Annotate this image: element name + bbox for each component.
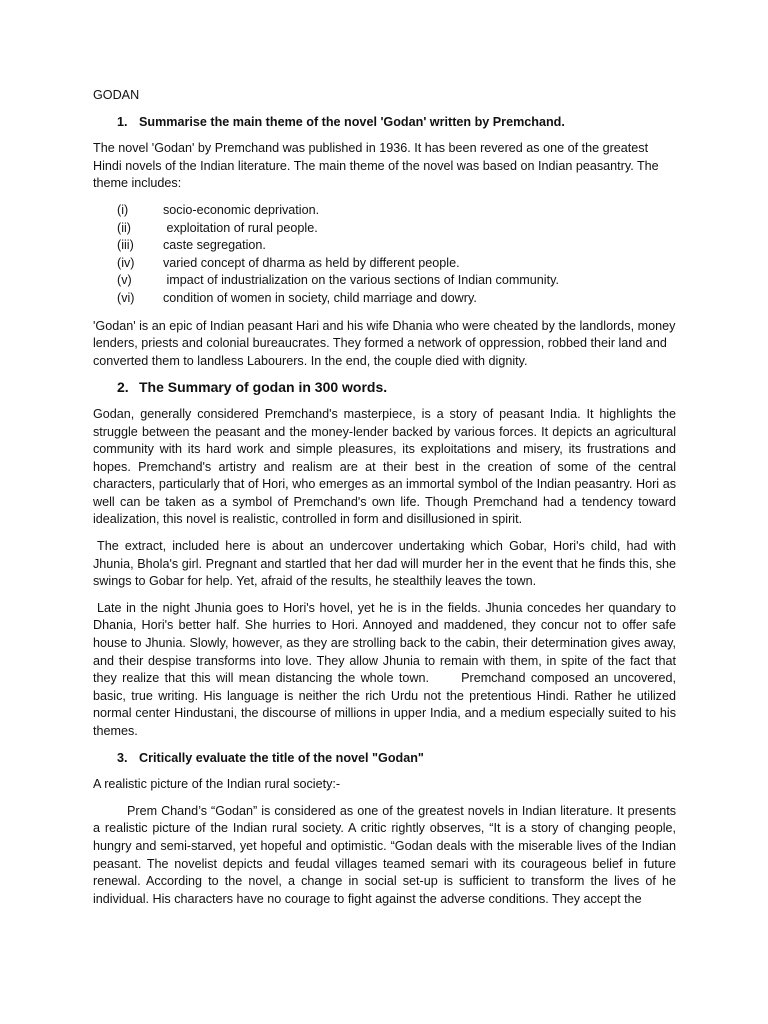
- list-item-text: impact of industrialization on the various sections of Indian community.: [163, 273, 559, 288]
- theme-list: [93, 202, 676, 308]
- list-item-text: varied concept of dharma as held by different people.: [163, 255, 460, 270]
- question-1-text: Summarise the main theme of the novel 'Godan' written by Premchand.: [139, 114, 565, 129]
- list-item: [117, 237, 676, 255]
- list-item-text: exploitation of rural people.: [163, 220, 318, 235]
- summary-paragraph: Late in the night Jhunia goes to Hori's hovel, yet he is in the fields. Jhunia concedes her quandary to Dhania, Hori's better half. She hurries to Hori. Annoyed and maddened, they concur not to offer safe house to Jhunia. Slowly, however, as they are strolling back to the cabin, their determination gives away, and their despise transforms into love. They allow Jhunia to remain with them, in spite of the fact that they realize that this will mean distancing the whole town. Premchand composed an uncovered, basic, true writing. His language is neither the rich Urdu not the pretentious Hindi. Rather he utilized normal center Hindustani, the discourse of millions in upper India, and a medium especially suited to his themes.: [93, 600, 680, 738]
- document-title: GODAN: [93, 88, 140, 102]
- summary-paragraph: Godan, generally considered Premchand's masterpiece, is a story of peasant India. It highlights the struggle between the peasant and the money-lender backed by various forces. It depicts an agricultural community with its hard work and simple pleasures, its exploitations and misery, its frustrations and hopes. Premchand's artistry and realism are at their best in the creation of some of the central characters, particularly that of Hori, who emerges as an immortal symbol of the Indian peasantry. Hori as well can be taken as a symbol of Premchand's own life. Though Premchand had a tendency toward idealization, this novel is realistic, controlled in form and disillusioned in spirit.: [93, 406, 676, 527]
- list-item-marker: (i): [117, 202, 129, 217]
- list-item-marker: (v): [117, 273, 132, 288]
- list-item-marker: (iii): [117, 238, 134, 253]
- list-item-marker: (vi): [117, 290, 135, 305]
- question-2-heading: [93, 379, 676, 397]
- intro-paragraph: The novel 'Godan' by Premchand was published in 1936. It has been revered as one of the greatest Hindi novels of the Indian literature. The main theme of the novel was based on Indian peasantry. The theme includes:: [93, 141, 659, 191]
- list-item: [117, 255, 676, 273]
- list-item-marker: (iv): [117, 255, 135, 270]
- list-item-marker: (ii): [117, 220, 131, 235]
- list-item: [117, 220, 676, 238]
- question-1-number: 1.: [117, 114, 128, 129]
- question-3-number: 3.: [117, 750, 128, 765]
- question-2-number: 2.: [117, 379, 129, 396]
- epic-paragraph: 'Godan' is an epic of Indian peasant Hari and his wife Dhania who were cheated by the landlords, money lenders, priests and colonial bureaucrates. They formed a network of oppression, robbed their land and converted them to landless Labourers. In the end, the couple died with dignity.: [93, 318, 676, 368]
- list-item-text: socio-economic deprivation.: [163, 202, 320, 217]
- list-item: [117, 290, 676, 308]
- list-item: [117, 272, 676, 290]
- question-2-text: The Summary of godan in 300 words.: [139, 379, 388, 396]
- list-item-text: caste segregation.: [163, 238, 266, 253]
- list-item-text: condition of women in society, child marriage and dowry.: [163, 290, 477, 305]
- question-3-subheading: A realistic picture of the Indian rural society:-: [93, 777, 341, 792]
- question-3-text: Critically evaluate the title of the novel "Godan": [139, 750, 424, 765]
- summary-paragraph: The extract, included here is about an undercover undertaking which Gobar, Hori's child, had with Jhunia, Bhola's girl. Pregnant and startled that her dad will murder her in the event that he finds this, she swings to Gobar for help. Yet, afraid of the results, he stealthily leaves the town.: [93, 539, 676, 589]
- question-3-heading: [93, 750, 676, 768]
- list-item: [117, 202, 676, 220]
- question-3-paragraph: Prem Chand’s “Godan” is considered as one of the greatest novels in Indian literature. It presents a realistic picture of the Indian rural society. A critic rightly observes, “It is a story of changing people, hungry and semi-starved, yet hopeful and optimistic. “Godan deals with the miserable lives of the Indian peasant. The novelist depicts and feudal villages teamed semari with its courageous belief in future renewal. According to the novel, a change in social set-up is sufficient to transform the lives of he individual. His characters have no courage to fight against the adverse conditions. They accept the: [93, 803, 676, 906]
- question-1-heading: [93, 114, 676, 132]
